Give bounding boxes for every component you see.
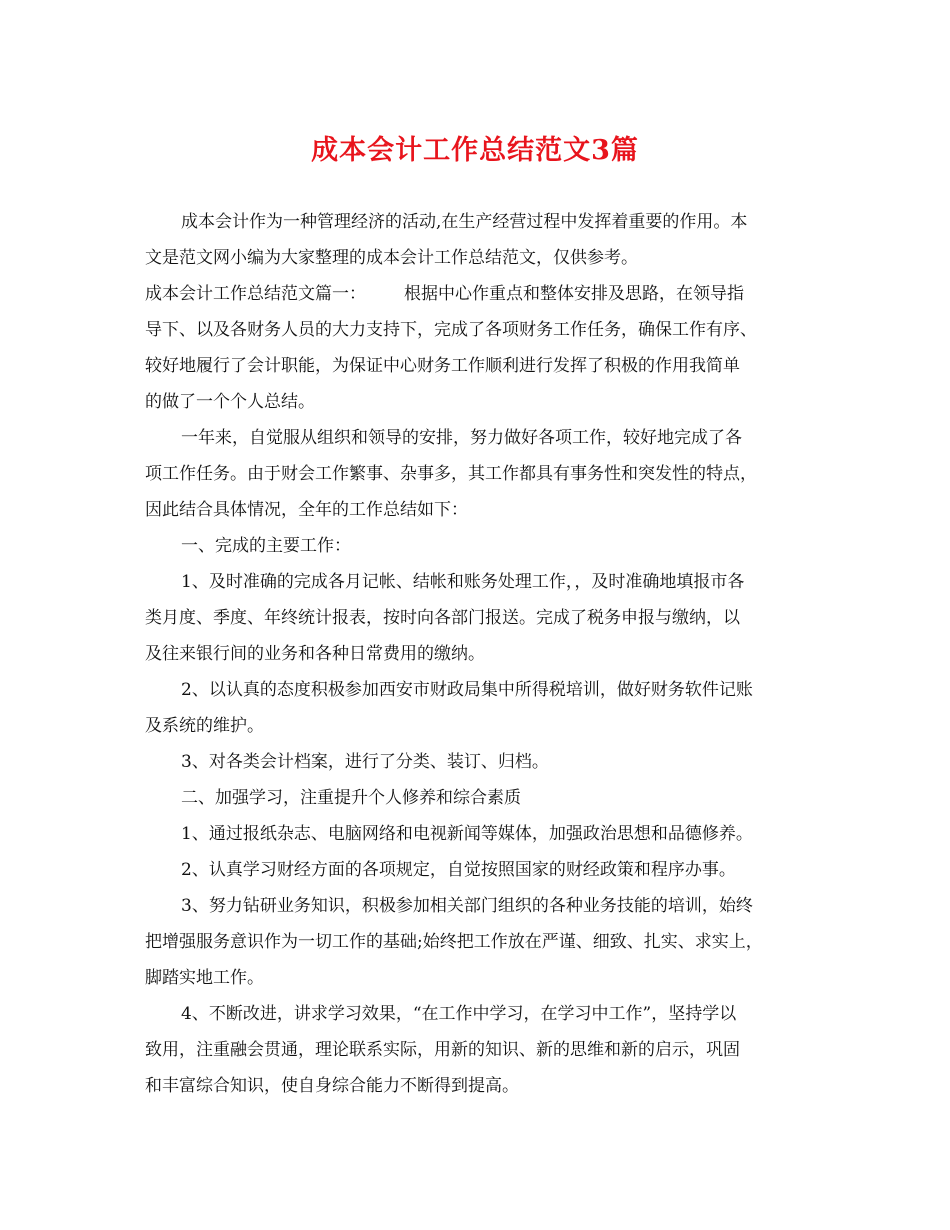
paragraph-line: 2、以认真的态度积极参加西安市财政局集中所得税培训，做好财务软件记账 [181, 680, 753, 700]
paragraph-line [145, 276, 813, 312]
paragraph-line: 导下、以及各财务人员的大力支持下，完成了各项财务工作任务，确保工作有序、 [145, 320, 757, 340]
paragraph-line: 较好地履行了会计职能，为保证中心财务工作顺利进行发挥了积极的作用我简单 [145, 356, 740, 376]
paragraph-text: 根据中心作重点和整体安排及思路，在领导指 [404, 284, 744, 304]
paragraph-line: 成本会计作为一种管理经济的活动,在生产经营过程中发挥着重要的作用。本 [181, 212, 748, 232]
paragraph-line: 3、对各类会计档案，进行了分类、装订、归档。 [181, 752, 549, 772]
paragraph-line: 因此结合具体情况，全年的工作总结如下： [145, 500, 468, 520]
paragraph-line: 一年来，自觉服从组织和领导的安排，努力做好各项工作，较好地完成了各 [181, 428, 742, 448]
paragraph-line: 1、通过报纸杂志、电脑网络和电视新闻等媒体，加强政治思想和品德修养。 [181, 824, 753, 844]
paragraph-line: 致用，注重融会贯通，理论联系实际，用新的知识、新的思维和新的启示，巩固 [145, 1040, 740, 1060]
paragraph-line: 把增强服务意识作为一切工作的基础;始终把工作放在严谨、细致、扎实、求实上， [145, 932, 763, 952]
paragraph-line: 4、不断改进，讲求学习效果，“在工作中学习，在学习中工作”，坚持学以 [181, 1004, 737, 1024]
document-body [145, 204, 813, 1104]
paragraph-line: 类月度、季度、年终统计报表，按时向各部门报送。完成了税务申报与缴纳，以 [145, 608, 740, 628]
section-heading: 成本会计工作总结范文篇一： [145, 284, 366, 304]
paragraph-line: 和丰富综合知识，使自身综合能力不断得到提高。 [145, 1076, 519, 1096]
paragraph-line: 3、努力钻研业务知识，积极参加相关部门组织的各种业务技能的培训，始终 [181, 896, 753, 916]
section-heading: 二、加强学习，注重提升个人修养和综合素质 [181, 788, 521, 808]
paragraph-line: 及系统的维护。 [145, 716, 264, 736]
paragraph-line: 1、及时准确的完成各月记帐、结帐和账务处理工作，，及时准确地填报市各 [181, 572, 745, 592]
section-heading: 一、完成的主要工作： [181, 536, 351, 556]
paragraph-line: 项工作任务。由于财会工作繁事、杂事多，其工作都具有事务性和突发性的特点， [145, 464, 757, 484]
paragraph-line: 及往来银行间的业务和各种日常费用的缴纳。 [145, 644, 485, 664]
document-title: 成本会计工作总结范文3篇 [311, 135, 639, 166]
paragraph-line: 文是范文网小编为大家整理的成本会计工作总结范文，仅供参考。 [145, 248, 638, 268]
paragraph-line: 脚踏实地工作。 [145, 968, 264, 988]
paragraph-line: 2、认真学习财经方面的各项规定，自觉按照国家的财经政策和程序办事。 [181, 860, 736, 880]
paragraph-line: 的做了一个个人总结。 [145, 392, 315, 412]
